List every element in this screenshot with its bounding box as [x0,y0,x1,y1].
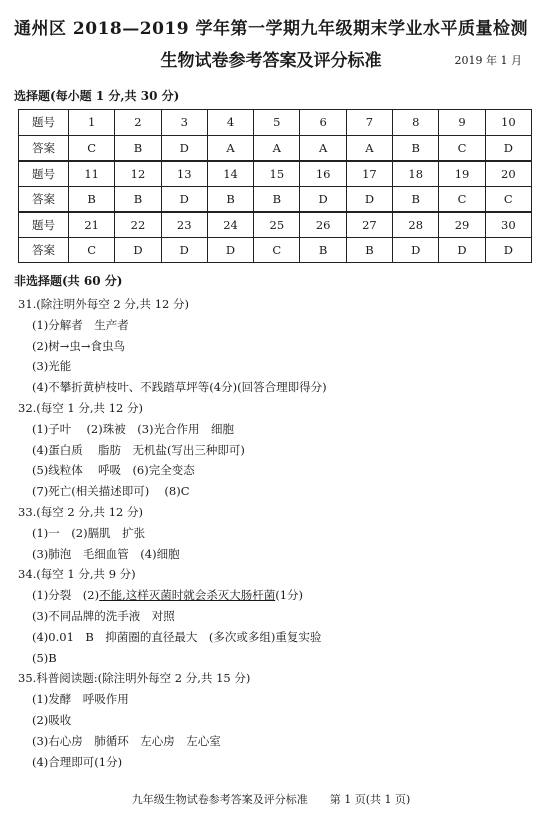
answer-cell: B [346,237,392,263]
question-number-cell: 25 [254,212,300,238]
document-title: 通州区 2018—2019 学年第一学期九年级期末学业水平质量检测 [14,19,528,39]
question-heading [18,398,528,419]
answer-cell: D [115,237,161,263]
question-number-cell: 4 [207,110,253,136]
question-number-cell: 21 [69,212,115,238]
answer-line [18,440,528,461]
question-number-cell: 17 [346,161,392,187]
line-text: (1)分解者 生产者 [32,317,129,332]
line-text: (1)分裂 (2) [32,588,100,603]
line-text: (1)子叶 (2)珠被 (3)光合作用 细胞 [32,421,235,436]
line-text: (4)蛋白质 脂肪 无机盐(写出三种即可) [32,442,245,457]
line-text: (3)右心房 肺循环 左心房 左心室 [32,733,221,748]
answer-cell: C [69,237,115,263]
nonchoice-section-heading: 非选择题(共 60 分) [14,274,123,288]
answer-cell: D [393,237,439,263]
answer-cell: B [300,237,346,263]
answer-cell: A [207,135,253,161]
line-text: 32.(每空 1 分,共 12 分) [18,400,143,415]
answer-cell: B [254,186,300,212]
question-heading [18,294,528,315]
question-number-cell: 28 [393,212,439,238]
question-number-cell: 8 [393,110,439,136]
question-number-cell: 2 [115,110,161,136]
line-text: (4)0.01 B 抑菌圈的直径最大 (多次或多组)重复实验 [32,629,322,644]
line-suffix: (1分) [275,588,304,603]
question-number-cell: 6 [300,110,346,136]
answer-cell: D [485,237,531,263]
answer-lines [18,294,528,772]
document-date: 2019 年 1 月 [454,54,522,67]
question-number-cell: 11 [69,161,115,187]
answer-row [19,135,532,161]
question-number-cell: 27 [346,212,392,238]
answer-cell: C [439,135,485,161]
answer-cell: B [69,186,115,212]
answer-table [18,109,532,263]
document-subtitle: 生物试卷参考答案及评分标准 [160,51,382,71]
answer-line [18,336,528,357]
answer-line [18,481,528,502]
answer-cell: B [115,135,161,161]
answer-line [18,523,528,544]
question-number-cell: 20 [485,161,531,187]
question-number-cell: 1 [69,110,115,136]
answer-cell: C [69,135,115,161]
answer-line [18,627,528,648]
page-footer: 九年级生物试卷参考答案及评分标准 第 1 页(共 1 页) [131,793,411,806]
question-number-row [19,161,532,187]
line-text: (5)B [32,650,57,665]
line-text: (2)吸收 [32,712,72,727]
line-text: (2)树→虫→食虫鸟 [32,338,126,353]
answer-line [18,419,528,440]
answer-row-label: 答案 [19,135,69,161]
line-text: (3)肺泡 毛细血管 (4)细胞 [32,546,180,561]
choice-section-heading: 选择题(每小题 1 分,共 30 分) [14,89,180,103]
question-number-cell: 7 [346,110,392,136]
answer-line [18,710,528,731]
answer-line [18,377,528,398]
line-text: (7)死亡(相关描述即可) (8)C [32,484,190,499]
answer-line [18,606,528,627]
answer-line [18,752,528,773]
answer-line [18,356,528,377]
line-text: (1)一 (2)膈肌 扩张 [32,525,146,540]
question-number-cell: 10 [485,110,531,136]
question-number-cell: 14 [207,161,253,187]
answer-line [18,731,528,752]
answer-line [18,315,528,336]
line-text: 34.(每空 1 分,共 9 分) [18,567,136,582]
answer-cell: A [254,135,300,161]
question-number-row-label: 题号 [19,161,69,187]
answer-cell: D [485,135,531,161]
answer-line [18,544,528,565]
answer-cell: B [115,186,161,212]
line-text: 35.科普阅读题:(除注明外每空 2 分,共 15 分) [18,671,251,686]
question-number-cell: 5 [254,110,300,136]
question-number-cell: 24 [207,212,253,238]
answer-cell: D [439,237,485,263]
answer-row-label: 答案 [19,186,69,212]
answer-cell: C [254,237,300,263]
answer-cell: D [161,186,207,212]
line-text: (3)光能 [32,359,72,374]
line-text: (4)不攀折黄栌枝叶、不践踏草坪等(4分)(回答合理即得分) [32,380,327,395]
line-text: 31.(除注明外每空 2 分,共 12 分) [18,297,189,311]
question-number-cell: 15 [254,161,300,187]
answer-line [18,648,528,669]
answer-cell: C [439,186,485,212]
question-number-cell: 12 [115,161,161,187]
answer-cell: B [393,135,439,161]
answer-row [19,186,532,212]
question-number-cell: 16 [300,161,346,187]
answer-cell: D [346,186,392,212]
answer-cell: D [161,135,207,161]
question-heading [18,668,528,689]
line-text: (3)不同品牌的洗手液 对照 [32,608,175,623]
answer-line [18,460,528,481]
question-number-cell: 30 [485,212,531,238]
question-number-cell: 9 [439,110,485,136]
answer-cell: D [161,237,207,263]
line-text: 33.(每空 2 分,共 12 分) [18,504,143,519]
question-number-row [19,212,532,238]
answer-cell: B [393,186,439,212]
answer-cell: D [300,186,346,212]
answer-line [18,585,528,606]
question-number-row-label: 题号 [19,212,69,238]
answer-line [18,689,528,710]
line-text: (4)合理即可(1分) [32,754,123,769]
answer-cell: A [346,135,392,161]
line-text: (1)发酵 呼吸作用 [32,692,129,707]
question-number-cell: 18 [393,161,439,187]
answer-cell: C [485,186,531,212]
underlined-answer: 不能,这样灭菌时就会杀灭大肠杆菌 [99,588,276,603]
answer-cell: B [207,186,253,212]
question-number-cell: 19 [439,161,485,187]
question-number-cell: 29 [439,212,485,238]
question-number-cell: 26 [300,212,346,238]
question-heading [18,564,528,585]
question-number-row [19,110,532,136]
answer-row-label: 答案 [19,237,69,263]
question-number-cell: 23 [161,212,207,238]
answer-cell: D [207,237,253,263]
question-number-cell: 3 [161,110,207,136]
answer-row [19,237,532,263]
question-number-cell: 13 [161,161,207,187]
question-number-cell: 22 [115,212,161,238]
answer-cell: A [300,135,346,161]
question-number-row-label: 题号 [19,110,69,136]
question-heading [18,502,528,523]
line-text: (5)线粒体 呼吸 (6)完全变态 [32,463,195,478]
